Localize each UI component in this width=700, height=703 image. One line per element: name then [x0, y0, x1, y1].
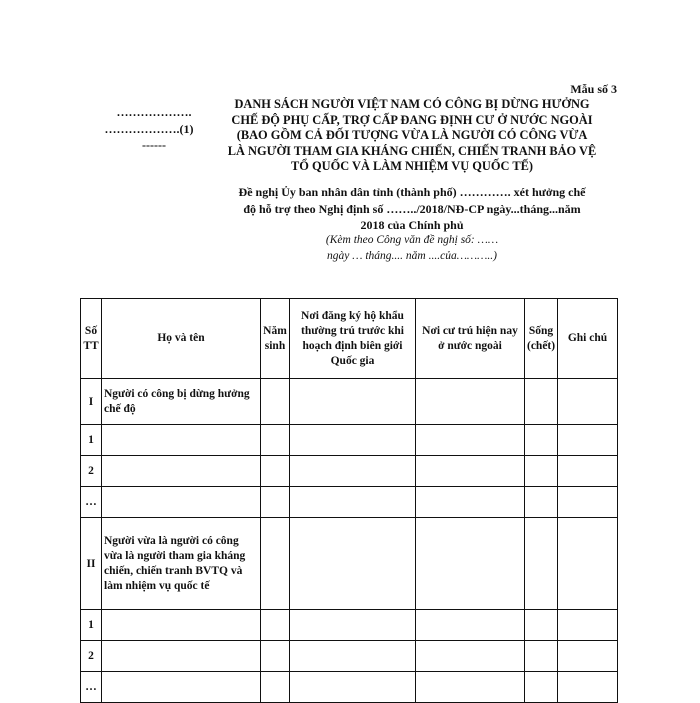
cell-empty: [525, 518, 558, 610]
document-subtitle: [204, 184, 620, 234]
agency-line-2: ……………….(1): [104, 122, 194, 136]
document-title: [204, 97, 620, 175]
row-stt: I: [81, 379, 102, 425]
cell-empty: [290, 456, 416, 487]
cell-empty: [558, 518, 618, 610]
cell-empty: [525, 487, 558, 518]
table-row: [81, 641, 618, 672]
cell-empty: [525, 379, 558, 425]
note-line: (Kèm theo Công văn đề nghị số: ……: [325, 234, 499, 246]
cell-empty: [416, 610, 525, 641]
cell-empty: [525, 425, 558, 456]
cell-empty: [416, 425, 525, 456]
cell-empty: [416, 487, 525, 518]
cell-empty: [416, 379, 525, 425]
note-line: ngày … tháng.... năm ....của………..): [327, 250, 497, 262]
cell-empty: [416, 456, 525, 487]
table-row: [81, 518, 618, 610]
title-line: TỔ QUỐC VÀ LÀM NHIỆM VỤ QUỐC TẾ): [291, 159, 533, 173]
header-alive-dead: Sống (chết): [525, 299, 558, 379]
table-row: [81, 610, 618, 641]
row-stt: II: [81, 518, 102, 610]
cell-empty: [290, 518, 416, 610]
subtitle-line: Đề nghị Ủy ban nhân dân tỉnh (thành phố) …………. xét hưởng chế: [238, 185, 586, 199]
cell-empty: [416, 518, 525, 610]
header-current-residence: Nơi cư trú hiện nay ở nước ngoài: [416, 299, 525, 379]
cell-empty: [525, 610, 558, 641]
header-birth-year: Năm sinh: [261, 299, 290, 379]
cell-empty: [558, 425, 618, 456]
title-line: CHẾ ĐỘ PHỤ CẤP, TRỢ CẤP ĐANG ĐỊNH CƯ Ở NƯỚC NGOÀI: [231, 112, 593, 127]
issuing-agency-block: [84, 104, 214, 154]
title-line: LÀ NGƯỜI THAM GIA KHÁNG CHIẾN, CHIẾN TRANH BẢO VỆ: [227, 143, 597, 158]
cell-empty: [102, 456, 261, 487]
cell-empty: [558, 641, 618, 672]
cell-empty: [290, 379, 416, 425]
subtitle-line: độ hỗ trợ theo Nghị định số ……../2018/NĐ-CP ngày...tháng...năm: [243, 201, 581, 216]
attachment-note: [204, 232, 620, 264]
cell-empty: [558, 379, 618, 425]
cell-empty: [290, 487, 416, 518]
cell-empty: [102, 672, 261, 703]
cell-empty: [261, 425, 290, 456]
table-header-row: [81, 299, 618, 379]
table-row: [81, 379, 618, 425]
form-number: Mẫu số 3: [570, 82, 617, 96]
row-stt: 2: [81, 641, 102, 672]
cell-empty: [102, 610, 261, 641]
cell-empty: [261, 641, 290, 672]
cell-empty: [290, 641, 416, 672]
agency-divider: ------: [142, 138, 166, 152]
row-stt: 2: [81, 456, 102, 487]
cell-empty: [558, 610, 618, 641]
row-name: Người có công bị dừng hưởng chế độ: [102, 379, 261, 425]
table-row: [81, 425, 618, 456]
agency-line-1: ……………….: [116, 105, 192, 119]
cell-empty: [558, 456, 618, 487]
cell-empty: [261, 487, 290, 518]
table-row: [81, 672, 618, 703]
cell-empty: [525, 641, 558, 672]
cell-empty: [558, 487, 618, 518]
cell-empty: [558, 672, 618, 703]
cell-empty: [525, 456, 558, 487]
header-stt: Số TT: [81, 299, 102, 379]
beneficiary-table: [80, 298, 618, 703]
cell-empty: [290, 672, 416, 703]
subtitle-line: 2018 của Chính phủ: [360, 218, 464, 232]
row-stt: …: [81, 487, 102, 518]
row-stt: 1: [81, 425, 102, 456]
cell-empty: [261, 610, 290, 641]
cell-empty: [261, 518, 290, 610]
cell-empty: [102, 487, 261, 518]
cell-empty: [261, 456, 290, 487]
cell-empty: [416, 641, 525, 672]
cell-empty: [525, 672, 558, 703]
header-notes: Ghi chú: [558, 299, 618, 379]
cell-empty: [102, 641, 261, 672]
cell-empty: [290, 425, 416, 456]
row-name: Người vừa là người có công vừa là người tham gia kháng chiến, chiến tranh BVTQ và làm nhiệm vụ quốc tế: [102, 518, 261, 610]
cell-empty: [290, 610, 416, 641]
cell-empty: [261, 379, 290, 425]
header-full-name: Họ và tên: [102, 299, 261, 379]
table-row: [81, 456, 618, 487]
title-line: (BAO GỒM CẢ ĐỐI TƯỢNG VỪA LÀ NGƯỜI CÓ CÔNG VỪA: [236, 128, 588, 142]
row-stt: …: [81, 672, 102, 703]
table-row: [81, 487, 618, 518]
title-line: DANH SÁCH NGƯỜI VIỆT NAM CÓ CÔNG BỊ DỪNG HƯỞNG: [234, 97, 590, 111]
header-registered-residence: Nơi đăng ký hộ khẩu thường trú trước khi hoạch định biên giới Quốc gia: [290, 299, 416, 379]
cell-empty: [416, 672, 525, 703]
row-stt: 1: [81, 610, 102, 641]
cell-empty: [261, 672, 290, 703]
cell-empty: [102, 425, 261, 456]
